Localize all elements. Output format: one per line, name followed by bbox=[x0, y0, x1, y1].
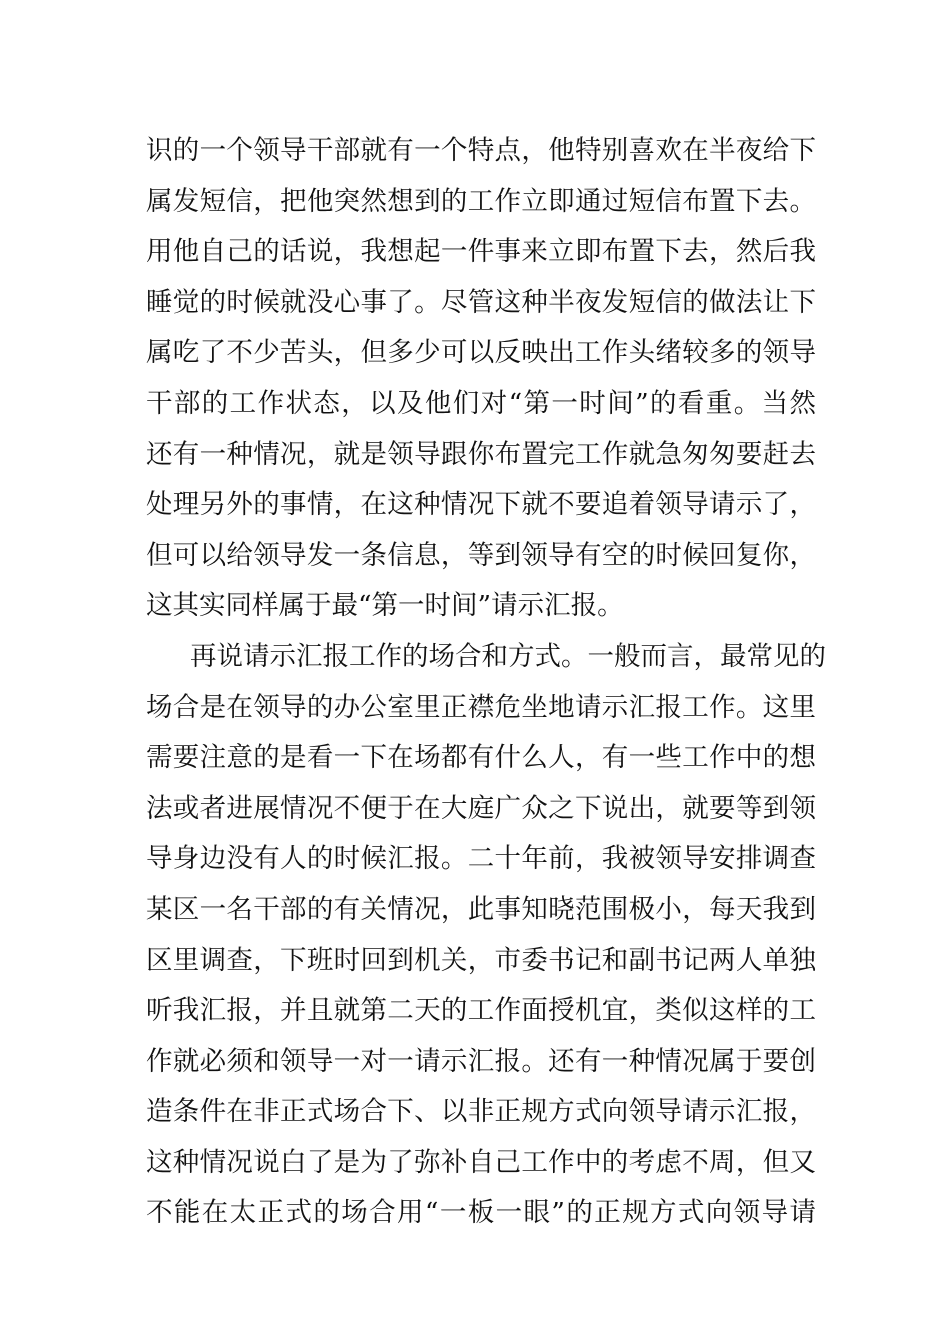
text-line: 造条件在非正式场合下、以非正规方式向领导请示汇报， bbox=[146, 1096, 816, 1128]
paragraph-start-line: 再说请示汇报工作的场合和方式。一般而言，最常见的 bbox=[190, 640, 826, 672]
text-line: 作就必须和领导一对一请示汇报。还有一种情况属于要创 bbox=[146, 1045, 816, 1077]
text-line: 法或者进展情况不便于在大庭广众之下说出，就要等到领 bbox=[146, 792, 816, 824]
text-line: 导身边没有人的时候汇报。二十年前，我被领导安排调查 bbox=[146, 843, 816, 875]
text-line: 不能在太正式的场合用“一板一眼”的正规方式向领导请 bbox=[146, 1197, 816, 1229]
text-line: 区里调查，下班时回到机关，市委书记和副书记两人单独 bbox=[146, 944, 816, 976]
text-line: 还有一种情况，就是领导跟你布置完工作就急匆匆要赶去 bbox=[146, 438, 816, 470]
text-line: 听我汇报，并且就第二天的工作面授机宜，类似这样的工 bbox=[146, 995, 816, 1027]
text-line: 处理另外的事情，在这种情况下就不要追着领导请示了， bbox=[146, 489, 816, 521]
text-line: 需要注意的是看一下在场都有什么人，有一些工作中的想 bbox=[146, 742, 816, 774]
text-line: 睡觉的时候就没心事了。尽管这种半夜发短信的做法让下 bbox=[146, 286, 816, 318]
text-line: 干部的工作状态，以及他们对“第一时间”的看重。当然 bbox=[146, 387, 816, 419]
text-line: 属发短信，把他突然想到的工作立即通过短信布置下去。 bbox=[146, 185, 816, 217]
text-line: 但可以给领导发一条信息，等到领导有空的时候回复你， bbox=[146, 539, 816, 571]
text-line: 某区一名干部的有关情况，此事知晓范围极小，每天我到 bbox=[146, 893, 816, 925]
text-line: 识的一个领导干部就有一个特点，他特别喜欢在半夜给下 bbox=[146, 135, 816, 166]
body-text bbox=[146, 126, 826, 1239]
text-line: 属吃了不少苦头，但多少可以反映出工作头绪较多的领导 bbox=[146, 337, 816, 369]
text-line: 这种情况说白了是为了弥补自己工作中的考虑不周，但又 bbox=[146, 1146, 816, 1178]
text-line: 用他自己的话说，我想起一件事来立即布置下去，然后我 bbox=[146, 236, 816, 268]
text-line: 场合是在领导的办公室里正襟危坐地请示汇报工作。这里 bbox=[146, 691, 816, 723]
paragraph-end-line: 这其实同样属于最“第一时间”请示汇报。 bbox=[146, 590, 624, 622]
